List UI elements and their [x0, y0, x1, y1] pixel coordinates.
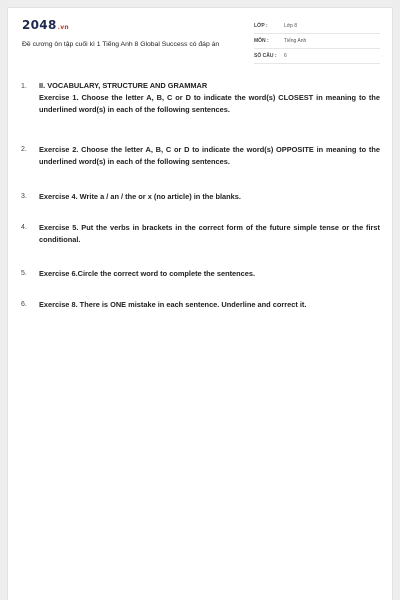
document-page [7, 7, 393, 600]
item-number: 2. [21, 146, 27, 153]
item-number: 1. [21, 83, 27, 90]
meta-label-class: LỚP : [254, 23, 268, 29]
item-content: Exercise 5. Put the verbs in brackets in the correct form of the future simple tense or the first conditional. [39, 223, 380, 244]
item-number: 6. [21, 301, 27, 308]
item-number: 5. [21, 270, 27, 277]
site-logo[interactable] [22, 18, 69, 32]
meta-table [254, 19, 380, 64]
meta-label-subject: MÔN : [254, 38, 269, 44]
meta-value-count: 6 [284, 53, 287, 59]
item-content [39, 80, 380, 116]
item-content: Exercise 4. Write a / an / the or x (no article) in the blanks. [39, 192, 241, 201]
meta-row-subject [254, 34, 380, 49]
item-content: Exercise 8. There is ONE mistake in each sentence. Underline and correct it. [39, 300, 307, 309]
logo-main: 2048 [22, 18, 57, 32]
meta-value-class: Lớp 8 [284, 23, 298, 29]
section-heading: II. VOCABULARY, STRUCTURE AND GRAMMAR [39, 81, 208, 90]
document-title: Đề cương ôn tập cuối kì 1 Tiếng Anh 8 Global Success có đáp án [22, 41, 220, 48]
item-number: 4. [21, 224, 27, 231]
item-text: Exercise 1. Choose the letter A, B, C or D to indicate the word(s) CLOSEST in meaning to the underlined word(s) in each of the following sentences. [39, 93, 380, 114]
meta-label-count: SỐ CÂU : [254, 53, 277, 59]
document-header [8, 8, 392, 73]
meta-row-class [254, 19, 380, 34]
item-number: 3. [21, 193, 27, 200]
meta-row-count [254, 49, 380, 64]
item-content: Exercise 2. Choose the letter A, B, C or D to indicate the word(s) OPPOSITE in meaning to the underlined word(s) in each of the following sentences. [39, 145, 380, 166]
meta-value-subject: Tiếng Anh [284, 38, 307, 44]
item-content: Exercise 6.Circle the correct word to complete the sentences. [39, 269, 256, 278]
logo-suffix: .vn [57, 24, 69, 31]
